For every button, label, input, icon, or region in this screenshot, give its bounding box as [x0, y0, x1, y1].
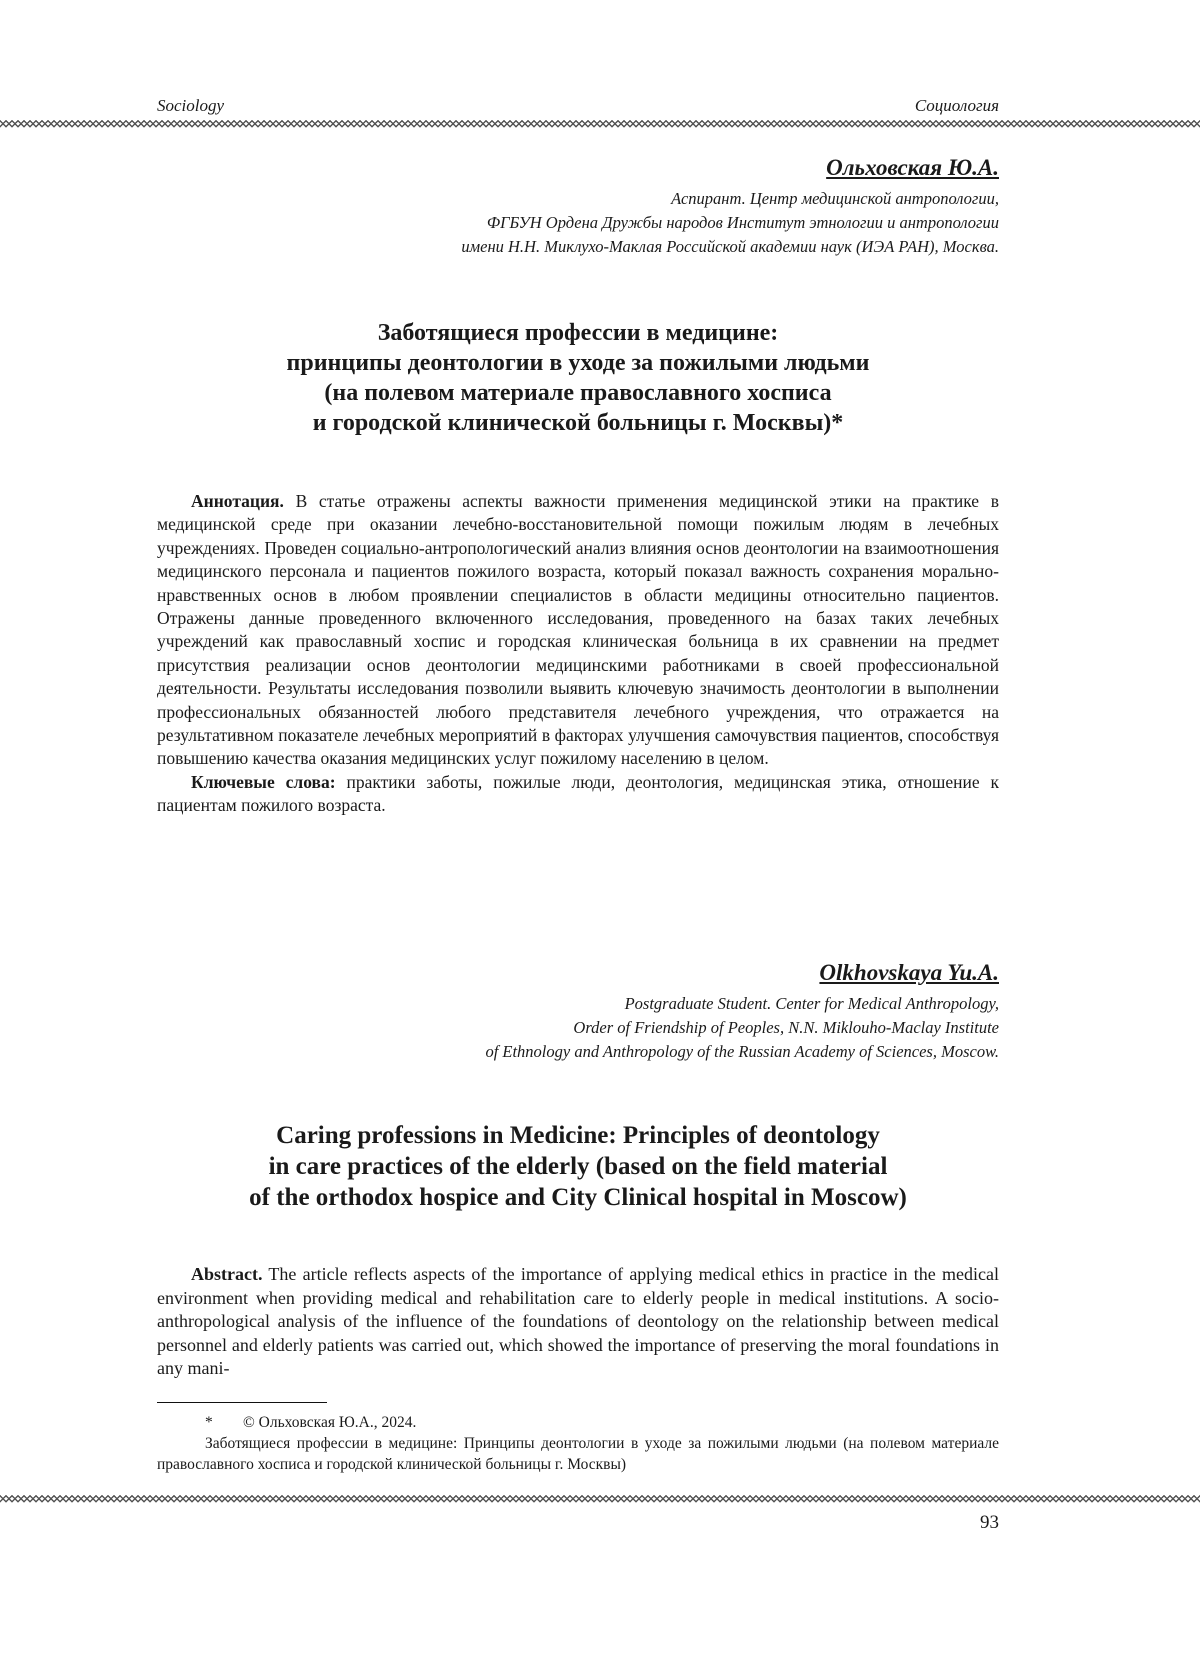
ru-author-block [157, 155, 999, 259]
ru-abstract [157, 490, 999, 818]
en-abstract [157, 1263, 999, 1381]
running-header-left: Sociology [157, 96, 224, 116]
ru-abstract-label: Аннотация. [191, 491, 284, 511]
footnote-copyright: © Ольховская Ю.А., 2024. [243, 1414, 416, 1431]
running-header-right: Социология [915, 96, 999, 116]
footnote-separator [157, 1402, 327, 1403]
en-article-title [157, 1120, 999, 1213]
footnote-mark: * [205, 1412, 243, 1433]
ru-title-line: и городской клинической больницы г. Москвы)* [157, 408, 999, 438]
en-abstract-text: The article reflects aspects of the importance of applying medical ethics in practice in the medical environment when providing medical and rehabilitation care to elderly people in medical institutions. A socio-anthropological analysis of the influence of the foundations of deontology on the relationship between medical personnel and elderly patients was carried out, which showed the importance of preserving the moral foundations in any mani- [157, 1264, 999, 1378]
ru-article-title [157, 318, 999, 438]
footnote-copyright-line [157, 1412, 999, 1433]
footnote-text: Заботящиеся профессии в медицине: Принципы деонтологии в уходе за пожилыми людьми (на полевом материале православного хосписа и городской клинической больницы г. Москвы) [157, 1433, 999, 1475]
ru-affiliation-line: Аспирант. Центр медицинской антропологии, [157, 187, 999, 211]
ru-title-line: (на полевом материале православного хосписа [157, 378, 999, 408]
en-abstract-paragraph [157, 1263, 999, 1381]
en-affiliation-line: Postgraduate Student. Center for Medical Anthropology, [157, 992, 999, 1016]
ru-affiliation-line: ФГБУН Ордена Дружбы народов Институт этнологии и антропологии [157, 211, 999, 235]
ru-keywords-text: практики заботы, пожилые люди, деонтология, медицинская этика, отношение к пациентам пожилого возраста. [157, 772, 999, 815]
en-abstract-label: Abstract. [191, 1264, 262, 1284]
ru-keywords-label: Ключевые слова: [191, 772, 336, 792]
page-number: 93 [157, 1512, 999, 1534]
ru-affiliation-line: имени Н.Н. Миклухо-Маклая Российской академии наук (ИЭА РАН), Москва. [157, 235, 999, 259]
ru-keywords-paragraph [157, 771, 999, 818]
ru-title-line: Заботящиеся профессии в медицине: [157, 318, 999, 348]
footer-ornament-divider [0, 1495, 1200, 1503]
en-title-line: in care practices of the elderly (based on the field material [157, 1151, 999, 1182]
header-ornament-divider [0, 120, 1200, 128]
en-title-line: Caring professions in Medicine: Principles of deontology [157, 1120, 999, 1151]
ru-abstract-text: В статье отражены аспекты важности применения медицинской этики на практике в медицинской среде при оказании лечебно-восстановительной помощи пожилым людям в лечебных учреждениях. Проведен социально-антропологический анализ влияния основ деонтологии на взаимоотношения медицинского персонала и пациентов пожилого возраста, который показал важность сохранения морально-нравственных основ в любом проявлении специалистов в области медицины относительно пациентов. Отражены данные проведенного включенного исследования, проведенного на базах таких лечебных учреждений как православный хоспис и городская клиническая больница в их сравнении на предмет присутствия реализации основ деонтологии медицинскими работниками в своей профессиональной деятельности. Результаты исследования позволили выявить ключевую значимость деонтологии в выполнении профессиональных обязанностей любого представителя лечебного учреждения, что отражается на результативном показателе лечебных мероприятий в факторах улучшения самочувствия пациентов, способствуя повышению качества оказания медицинских услуг пожилому населению в целом. [157, 491, 999, 768]
footnote [157, 1412, 999, 1475]
en-affiliation-line: of Ethnology and Anthropology of the Russian Academy of Sciences, Moscow. [157, 1040, 999, 1064]
en-author-block [157, 960, 999, 1064]
ru-title-line: принципы деонтологии в уходе за пожилыми людьми [157, 348, 999, 378]
ru-author-name: Ольховская Ю.А. [157, 155, 999, 181]
en-affiliation-line: Order of Friendship of Peoples, N.N. Miklouho-Maclay Institute [157, 1016, 999, 1040]
ru-abstract-paragraph [157, 490, 999, 771]
journal-page [0, 0, 1200, 1675]
running-header [157, 96, 999, 116]
en-author-name: Olkhovskaya Yu.A. [157, 960, 999, 986]
en-title-line: of the orthodox hospice and City Clinical hospital in Moscow) [157, 1182, 999, 1213]
